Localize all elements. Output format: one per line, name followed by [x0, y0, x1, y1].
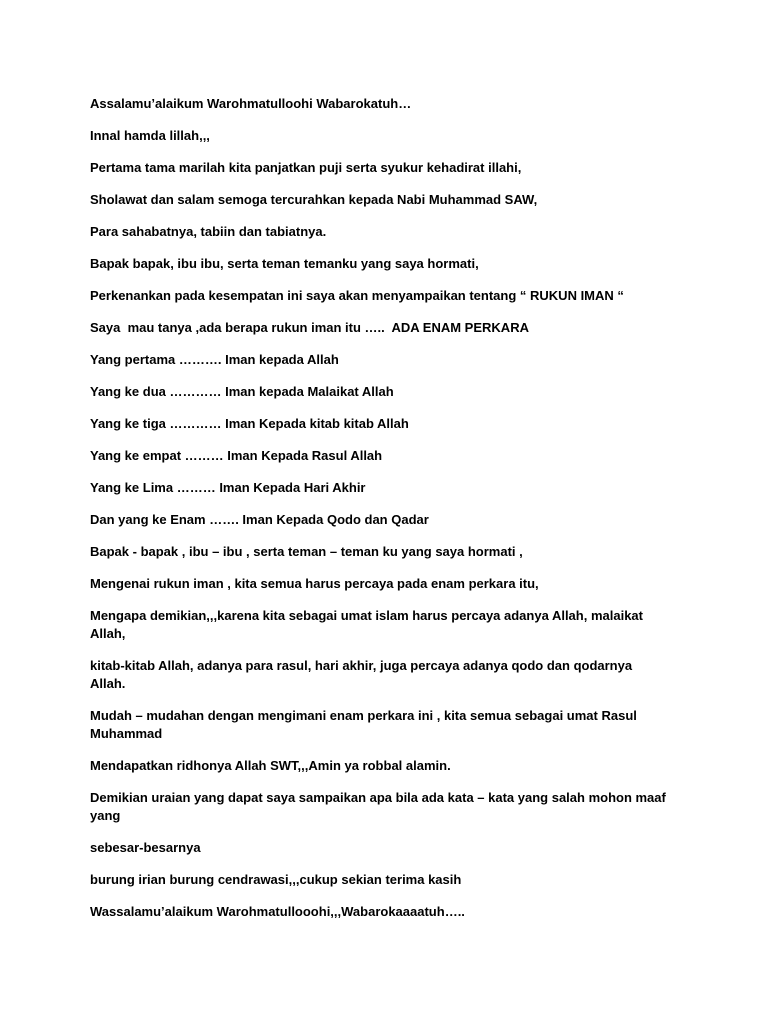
- list-item: Yang pertama ………. Iman kepada Allah: [90, 352, 339, 367]
- paragraph: Mengapa demikian,,,karena kita sebagai umat islam harus percaya adanya Allah, malaikat Allah,: [90, 608, 643, 641]
- paragraph: sebesar-besarnya: [90, 840, 201, 855]
- paragraph: kitab-kitab Allah, adanya para rasul, hari akhir, juga percaya adanya qodo dan qodarnya Allah.: [90, 658, 633, 691]
- paragraph: Demikian uraian yang dapat saya sampaikan apa bila ada kata – kata yang salah mohon maaf yang: [90, 790, 666, 823]
- document-body: [90, 95, 680, 935]
- paragraph: Sholawat dan salam semoga tercurahkan kepada Nabi Muhammad SAW,: [90, 192, 538, 207]
- paragraph: Assalamu’alaikum Warohmatulloohi Wabarokatuh…: [90, 96, 412, 111]
- paragraph: Mengenai rukun iman , kita semua harus percaya pada enam perkara itu,: [90, 576, 539, 591]
- paragraph: Bapak - bapak , ibu – ibu , serta teman – teman ku yang saya hormati ,: [90, 544, 523, 559]
- list-item: Yang ke empat ……… Iman Kepada Rasul Allah: [90, 448, 383, 463]
- paragraph: Bapak bapak, ibu ibu, serta teman temanku yang saya hormati,: [90, 256, 479, 271]
- list-item: Yang ke tiga ………… Iman Kepada kitab kitab Allah: [90, 416, 409, 431]
- list-item: Yang ke dua ………… Iman kepada Malaikat Allah: [90, 384, 394, 399]
- paragraph: Pertama tama marilah kita panjatkan puji serta syukur kehadirat illahi,: [90, 160, 522, 175]
- paragraph: Perkenankan pada kesempatan ini saya akan menyampaikan tentang “ RUKUN IMAN “: [90, 288, 624, 303]
- list-item: Yang ke Lima ……… Iman Kepada Hari Akhir: [90, 480, 366, 495]
- paragraph: Mendapatkan ridhonya Allah SWT,,,Amin ya robbal alamin.: [90, 758, 451, 773]
- paragraph: Innal hamda lillah,,,: [90, 128, 210, 143]
- list-item: Dan yang ke Enam ……. Iman Kepada Qodo dan Qadar: [90, 512, 429, 527]
- paragraph: burung irian burung cendrawasi,,,cukup sekian terima kasih: [90, 872, 462, 887]
- closing-greeting: Wassalamu’alaikum Warohmatullooohi,,,Wabarokaaaatuh…..: [90, 904, 465, 919]
- paragraph: Saya mau tanya ,ada berapa rukun iman itu ….. ADA ENAM PERKARA: [90, 320, 529, 335]
- paragraph: Mudah – mudahan dengan mengimani enam perkara ini , kita semua sebagai umat Rasul Muhammad: [90, 708, 637, 741]
- paragraph: Para sahabatnya, tabiin dan tabiatnya.: [90, 224, 327, 239]
